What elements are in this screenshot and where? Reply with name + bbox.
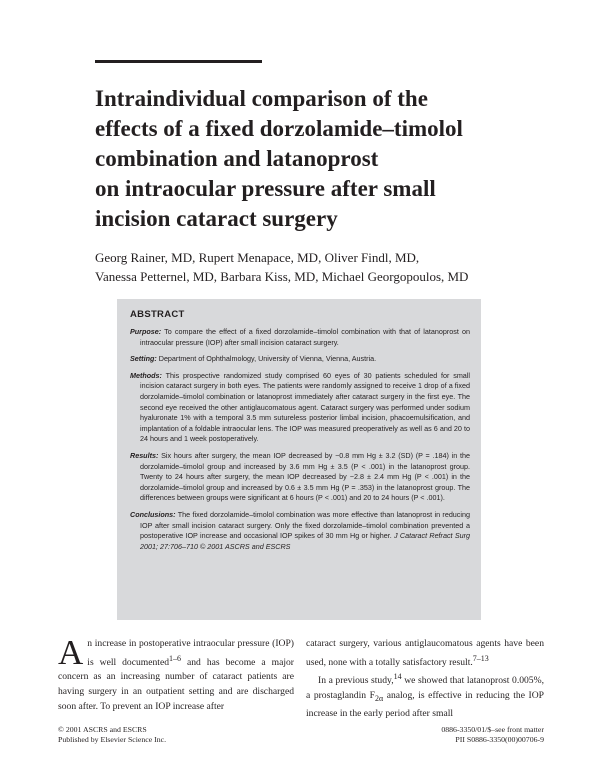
reference-superscript: 7–13 xyxy=(472,653,489,663)
title-line: effects of a fixed dorzolamide–timolol xyxy=(95,116,463,141)
abstract-label: Conclusions: xyxy=(130,509,176,519)
abstract-text: Six hours after surgery, the mean IOP decreased by −0.8 mm Hg ± 3.2 (SD) (P = .184) in the dorzolamide–timolol group and increased by 3.6 mm Hg ± 3.5 (P < .001) in the latanoprost group. Twenty to 24 hours after surgery, the mean IOP decreased by −2.8 ± 2.4 mm Hg (P < .001) in the dorzolamide–timolol group and increased by 0.6 ± 3.5 mm Hg (P = .353) in the latanoprost group. The differences between groups were significant at 6 hours (P < .001) and 20 to 24 hours (P < .001). xyxy=(140,450,470,503)
author-list xyxy=(95,248,555,286)
title-line: combination and latanoprost xyxy=(95,146,379,171)
drop-cap: A xyxy=(58,633,84,672)
body-text: we showed that latanoprost 0.005%, a prostaglandin F xyxy=(306,675,544,702)
abstract-label: Results: xyxy=(130,450,159,460)
subscript: 2α xyxy=(374,694,384,704)
footer-line: PII S0886-3350(00)00706-9 xyxy=(455,735,544,744)
body-text: analog, is effective in reducing the IOP increase in the early period after small xyxy=(306,690,544,719)
abstract-label: Purpose: xyxy=(130,327,162,336)
body-text: and has become a major concern as an increasing number of cataract patients are having surgery in an outpatient setting and are discharged soon after. To prevent an IOP increase after xyxy=(58,656,294,712)
footer-line: Published by Elsevier Science Inc. xyxy=(58,735,167,744)
title-line: incision cataract surgery xyxy=(95,206,338,231)
abstract-content xyxy=(130,309,470,558)
footer-line: 0886-3350/01/$–see front matter xyxy=(441,725,544,734)
footer-copyright xyxy=(58,725,166,745)
author-line: Georg Rainer, MD, Rupert Menapace, MD, Oliver Findl, MD, xyxy=(95,250,420,265)
reference-superscript: 14 xyxy=(393,672,402,682)
abstract-citation: J Cataract Refract Surg 2001; 27:706–710 © 2001 ASCRS and ESCRS xyxy=(140,531,471,551)
body-text: cataract surgery, various antiglaucomatous agents have been used, none with a totally satisfactory result. xyxy=(306,638,544,668)
abstract-text: Department of Ophthalmology, University of Vienna, Vienna, Austria. xyxy=(156,354,377,364)
abstract-conclusions xyxy=(130,510,470,552)
article-title xyxy=(95,84,535,234)
body-text: In a previous study, xyxy=(318,675,394,687)
title-line: on intraocular pressure after small xyxy=(95,176,436,201)
title-rule xyxy=(95,60,262,63)
footer-identifiers xyxy=(400,725,544,745)
intro-paragraph xyxy=(58,633,294,714)
abstract-box xyxy=(117,299,481,620)
abstract-results xyxy=(130,451,470,504)
abstract-purpose xyxy=(130,327,470,348)
abstract-methods xyxy=(130,371,470,445)
abstract-setting xyxy=(130,354,470,365)
abstract-heading: ABSTRACT xyxy=(130,309,185,320)
title-line: Intraindividual comparison of the xyxy=(95,86,428,111)
footer-line: © 2001 ASCRS and ESCRS xyxy=(58,725,147,734)
body-paragraph xyxy=(306,670,544,721)
abstract-text: The fixed dorzolamide–timolol combination was more effective than latanoprost in reducing IOP after small incision cataract surgery. Only the fixed dorzolamide–timolol combination prevented a postoperative IOP increase and occasional IOP spikes of 30 mm Hg or higher. xyxy=(140,509,470,541)
abstract-text: To compare the effect of a fixed dorzolamide–timolol combination with that of latanoprost on intraocular pressure (IOP) after small incision cataract surgery. xyxy=(140,327,470,347)
abstract-label: Setting: xyxy=(130,354,157,364)
abstract-label: Methods: xyxy=(130,370,162,380)
body-column-right xyxy=(306,637,544,721)
body-paragraph xyxy=(306,637,544,670)
abstract-text: This prospective randomized study comprised 60 eyes of 30 patients scheduled for small incision cataract surgery in both eyes. The patients were randomly assigned to receive 1 drop of a fixed dorzolamide–timolol combination or latanoprost immediately after cataract surgery in the first eye. The second eye received the other antiglaucomatous agent. Cataract surgery was performed under sodium hyaluronate 1% with a temporal 3.5 mm sutureless posterior limbal incision, phacoemulsification, and implantation of a foldable intraocular lens. The IOP was measured preoperatively as well as 6 and 20 to 24 hours and 1 week postoperatively. xyxy=(140,370,470,444)
body-column-left xyxy=(58,633,294,714)
reference-superscript: 1–6 xyxy=(169,653,182,663)
body-text: n increase in postoperative intraocular pressure (IOP) is well documented xyxy=(87,638,294,668)
author-line: Vanessa Petternel, MD, Barbara Kiss, MD, Michael Georgopoulos, MD xyxy=(95,269,469,284)
